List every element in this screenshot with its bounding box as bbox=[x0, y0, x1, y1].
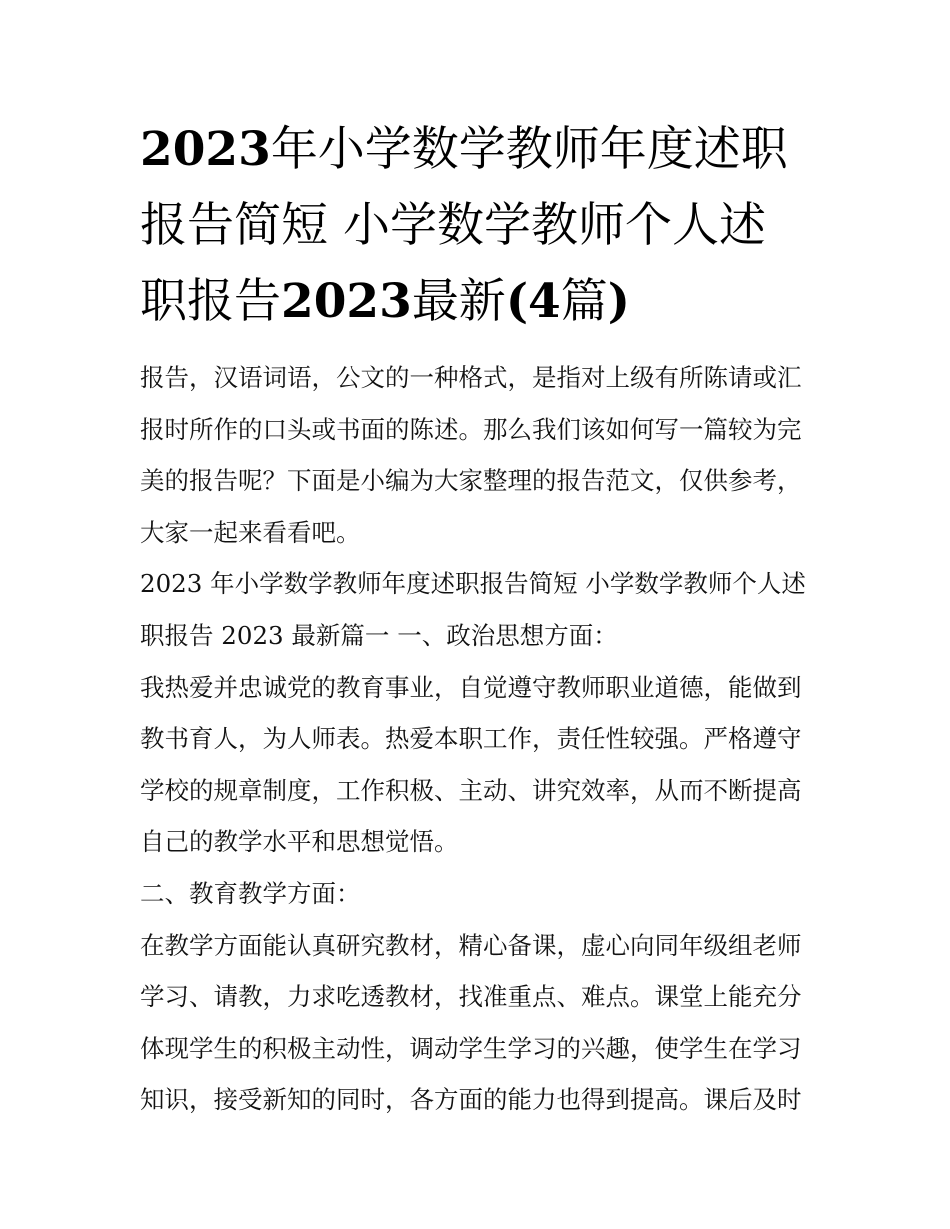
document-title bbox=[140, 112, 820, 340]
title-line bbox=[140, 188, 820, 264]
title-segment: 2023 bbox=[281, 274, 412, 329]
title-segment: 职报告 bbox=[140, 274, 281, 329]
title-line bbox=[140, 264, 820, 340]
body-text-line: 报告，汉语词语，公文的一种格式，是指对上级有所陈请或汇 bbox=[140, 363, 802, 392]
body-text-line: 职报告 2023 最新篇一 一、政治思想方面： bbox=[140, 620, 618, 650]
body-text-line: 我热爱并忠诚党的教育事业，自觉遵守教师职业道德，能做到 bbox=[140, 672, 802, 702]
title-segment: 年小学数学教师年度述职 bbox=[270, 122, 788, 177]
body-text-line: 在教学方面能认真研究教材，精心备课，虚心向同年级组老师 bbox=[140, 930, 802, 960]
body-text-line: 教书育人，为人师表。热爱本职工作，责任性较强。严格遵守 bbox=[140, 724, 802, 754]
body-text-line: 美的报告呢？下面是小编为大家整理的报告范文，仅供参考， bbox=[140, 466, 802, 496]
document-body bbox=[140, 352, 820, 1126]
body-text-line: 体现学生的积极主动性，调动学生学习的兴趣，使学生在学习 bbox=[140, 1033, 802, 1063]
title-segment: 篇 bbox=[560, 274, 608, 329]
title-segment: 报告简短 小学数学教师个人述 bbox=[140, 198, 766, 253]
body-text-line: 报时所作的口头或书面的陈述。那么我们该如何写一篇较为完 bbox=[140, 414, 802, 444]
body-text-line: 自己的教学水平和思想觉悟。 bbox=[140, 827, 459, 857]
title-line bbox=[140, 112, 820, 188]
title-segment: 2023 bbox=[140, 122, 271, 177]
body-text-line: 学习、请教，力求吃透教材，找准重点、难点。课堂上能充分 bbox=[140, 982, 802, 1012]
body-text-line: 二、教育教学方面： bbox=[140, 878, 361, 908]
title-segment: (4 bbox=[505, 274, 561, 329]
title-segment: ) bbox=[607, 274, 631, 329]
body-text-line: 学校的规章制度，工作积极、主动、讲究效率，从而不断提高 bbox=[140, 775, 802, 805]
body-text-line: 知识，接受新知的同时，各方面的能力也得到提高。课后及时 bbox=[140, 1085, 802, 1115]
body-text-line: 大家一起来看看吧。 bbox=[140, 517, 361, 547]
body-text-line: 2023 年小学数学教师年度述职报告简短 小学数学教师个人述 bbox=[140, 569, 806, 599]
title-segment: 最新 bbox=[411, 274, 506, 329]
